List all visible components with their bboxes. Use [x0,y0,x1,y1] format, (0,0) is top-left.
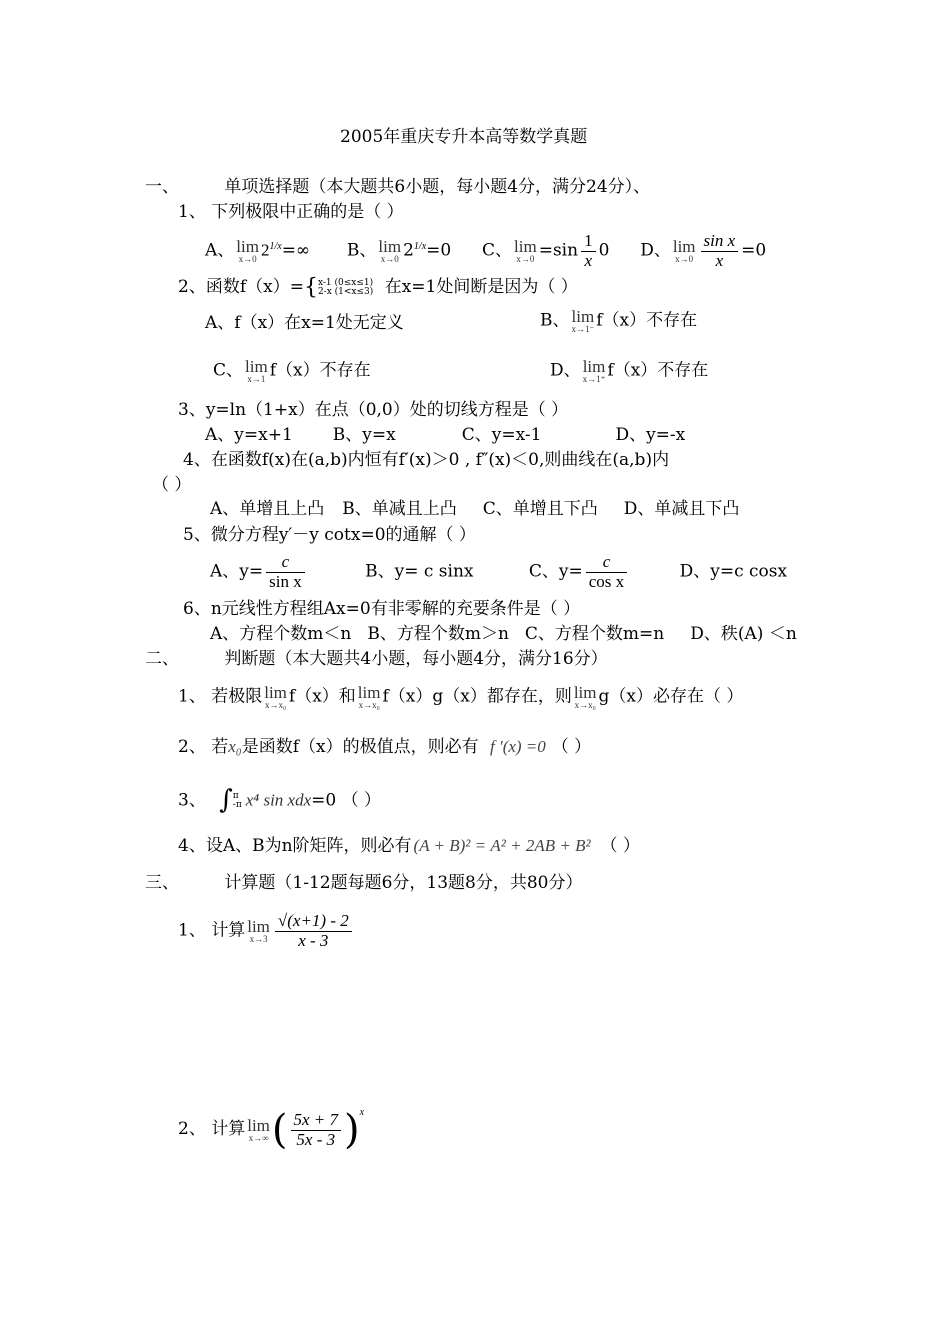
question-1-3-stem: 3、y=ln（1+x）在点（0,0）处的切线方程是（ ） [178,400,569,420]
limit-expression: lim x→0 [672,237,696,265]
piecewise-cases: x-1 (0≤x≤1) 2-x (1<x≤3) [317,277,374,297]
piecewise-brace: { [303,275,318,300]
question-1-2-option-a: A、f（x）在x=1处无定义 [205,313,404,333]
section-number: 二、 [145,649,179,669]
paren-open: ( [271,1107,288,1153]
limit-expression: lim x→x₀ [357,683,381,710]
judge-question-3: 3、 ∫ π -π x⁴ sin xdx=0 （ ） [178,785,382,815]
question-1-4-options: A、单增且上凸 B、单减且上凸 C、单增且下凸 D、单减且下凸 [210,499,740,519]
question-1-4-stem: 4、在函数f(x)在(a,b)内恒有f′(x)＞0 , f″(x)＜0,则曲线在(a,b)内 [183,450,670,470]
limit-expression: lim x→∞ [247,1116,270,1143]
integral-bounds: π -π [232,790,242,810]
question-1-2-option-b: B、 lim x→1⁻ f（x）不存在 [540,307,698,334]
section-2-heading [145,650,608,670]
math-expression: f ′(x) =0 [490,737,546,756]
limit-expression: lim x→0 [514,237,537,265]
page-title: 2005年重庆专升本高等数学真题 [340,127,588,147]
fraction: $\frac{5x + 7}{5x - 3}$ [291,1111,342,1149]
option-b-value: =0 [426,240,452,261]
question-1-1-options [205,232,766,270]
limit-expression: lim x→1 [245,357,268,384]
question-1-5-stem: 5、微分方程y′－y cotx=0的通解（ ） [183,525,476,545]
question-1-5-options: A、y= $\frac{c}{\text{sin x}}$ B、y= c sinx C、y= $\frac{c}{\text{cos x}}$ D、y=c cosx [210,552,788,591]
limit-expression: lim x→x₀ [573,683,597,710]
integral-sign: ∫ [219,785,233,815]
question-1-2-stem: 2、函数f（x）={ x-1 (0≤x≤1) 2-x (1<x≤3) 在x=1处间断是因为（ ） [178,275,578,300]
limit-expression: lim x→0 [236,237,259,265]
question-1-1-stem: 1、 下列极限中正确的是（ ） [178,202,404,222]
section-1-heading [145,178,650,198]
section-number: 一、 [145,177,179,197]
matrix-identity: (A + B)² = A² + 2AB + B² [413,836,591,855]
math-symbol: x₀ [228,737,242,756]
calc-question-2: 2、 计算 lim x→∞ ( $\frac{5x + 7}{5x - 3}$ )$^x$ [178,1107,365,1153]
limit-expression: lim x→0 [378,237,402,265]
option-a-value: =∞ [281,240,311,261]
limit-expression: lim x→1⁺ [582,357,606,384]
math-exponent: x [359,1107,365,1118]
section-number: 三、 [145,873,179,893]
option-c-tail: 0 [598,240,610,261]
judge-question-4: 4、设A、B为n阶矩阵，则必有 (A + B)² = A² + 2AB + B² （ ） [178,836,640,856]
option-b-label: B、 [346,240,377,261]
option-a-label: A、 [205,240,235,261]
math-base: 2 [403,240,414,261]
fraction: $\frac{√(x+1) - 2}{x - 3}$ [275,912,352,950]
question-1-2-option-d: D、 lim x→1⁺ f（x）不存在 [550,357,709,384]
judge-question-1: 1、 若极限 lim x→x₀ f（x）和 lim x→x₀ f（x）g（x）都存在，则 lim x→x₀ g（x）必存在（ ） [178,683,744,710]
section-title: 判断题（本大题共4小题，每小题4分，满分16分） [224,649,608,669]
fraction: $\frac{c}{\text{sin x}}$ [266,553,305,591]
section-3-heading [145,874,583,894]
calc-question-1: 1、 计算 lim x→3 $\frac{√(x+1) - 2}{x - 3}$ [178,912,355,950]
section-title: 计算题（1-12题每题6分，13题8分，共80分） [224,873,583,893]
math-base: 2 [260,240,270,260]
paren-close: ) [344,1107,360,1153]
fraction: $\frac{c}{\text{cos x}}$ [586,553,627,591]
question-1-6-options: A、方程个数m＜n B、方程个数m＞n C、方程个数m=n D、秩(A) ＜n [210,624,797,644]
question-1-6-stem: 6、n元线性方程组Ax=0有非零解的充要条件是（ ） [183,599,581,619]
limit-expression: lim x→1⁻ [571,307,595,334]
option-d-label: D、 [640,240,671,261]
fraction: $\frac{\text{sin x}}{x}$ [701,232,739,270]
integrand: x⁴ sin xdx [245,790,312,810]
section-title: 单项选择题（本大题共6小题，每小题4分，满分24分）、 [224,177,651,197]
math-exponent: 1/x [413,241,427,253]
judge-question-2: 2、 若x₀是函数f（x）的极值点，则必有 f ′(x) =0 （ ） [178,737,592,757]
question-1-3-options: A、y=x+1 B、y=x C、y=x-1 D、y=-x [205,425,686,445]
limit-expression: lim x→x₀ [264,683,287,710]
fraction: $\frac{1}{x}$ [581,232,596,270]
option-d-value: =0 [741,240,767,261]
limit-expression: lim x→3 [247,917,270,945]
question-1-2-option-c: C、 lim x→1 f（x）不存在 [213,357,371,384]
question-1-4-stem-cont: （ ） [152,475,192,495]
option-c-value: =sin [538,240,579,261]
option-c-label: C、 [482,240,513,261]
math-exponent: 1/x [269,241,282,253]
